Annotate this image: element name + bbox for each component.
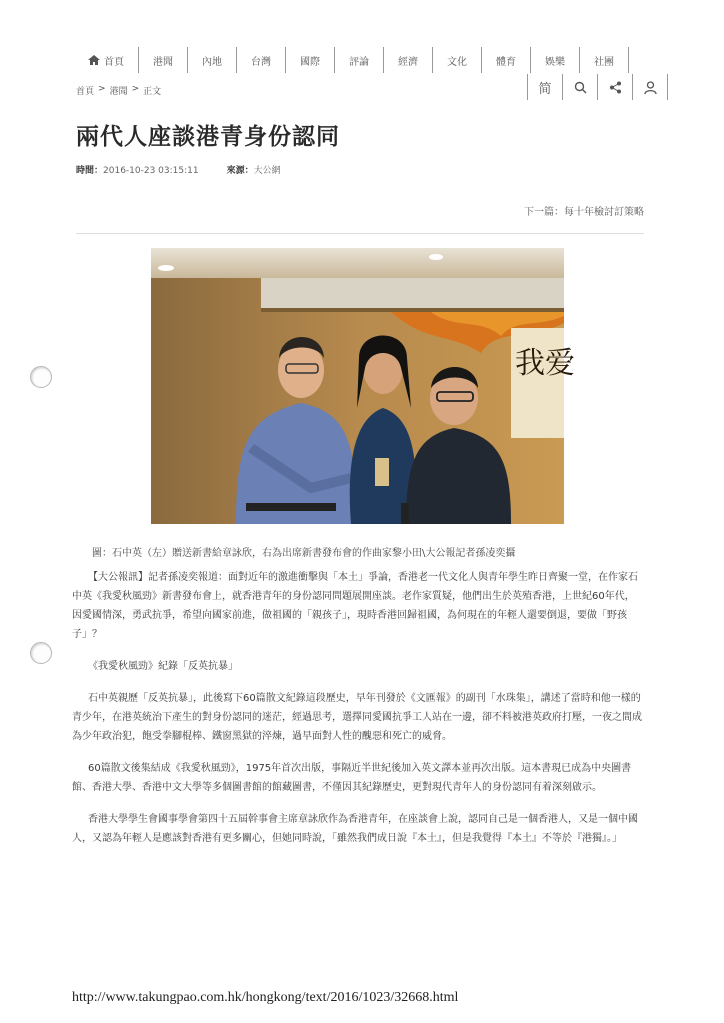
- source-label: 來源：: [226, 166, 254, 176]
- breadcrumb-current: 正文: [143, 87, 162, 97]
- source-value: 大公網: [253, 166, 281, 176]
- nav-item-label: 經濟: [398, 56, 418, 68]
- nav-item-mainland[interactable]: [188, 47, 237, 73]
- share-button[interactable]: [597, 74, 632, 100]
- time-label: 時間：: [76, 166, 104, 176]
- simplified-chinese-button[interactable]: 简: [527, 74, 562, 100]
- article-body: [72, 568, 644, 861]
- breadcrumb: [76, 84, 161, 97]
- nav-item-sports[interactable]: [482, 47, 531, 73]
- divider: [76, 233, 644, 234]
- article-source: [227, 163, 281, 176]
- article-paragraph: 【大公報訊】記者孫凌奕報道：面對近年的激進衝擊與「本土」爭論，香港老一代文化人與青年學生昨日齊聚一堂，在作家石中英《我愛秋風勁》新書發布會上，就香港青年的身份認同問題展開座談。老作家質疑，他們出生於英殖香港，上世紀60年代，因愛國情深，勇武抗爭，希望向國家前進，做祖國的「親孩子」，現時香港回歸祖國，為何現在的年輕人還要倒退，要做「野孩子」？: [72, 572, 638, 640]
- nav-item-label: 台灣: [251, 56, 271, 68]
- article-paragraph: 石中英親歷「反英抗暴」，此後寫下60篇散文紀錄這段歷史，早年刊發於《文匯報》的副刊「水珠集」，講述了當時和他一樣的青少年，在港英統治下產生的對身份認同的迷茫，經過思考，選擇同愛國抗爭工人站在一邊，卻不料被港英政府打壓，一夜之間成為少年政治犯，飽受拳腳棍棒、鐵窗黑獄的淬煉，過早面對人性的醜惡和死亡的威脅。: [72, 693, 642, 742]
- binder-hole: [30, 366, 52, 388]
- toolbar: [527, 74, 668, 100]
- article-subheading: 《我愛秋風勁》紀錄「反英抗暴」: [88, 661, 238, 672]
- main-nav: [76, 47, 629, 73]
- nav-item-culture[interactable]: [433, 47, 482, 73]
- nav-item-label: 文化: [447, 56, 467, 68]
- photo-banner-text: 我爱: [515, 346, 575, 381]
- publish-time: [76, 163, 199, 176]
- user-icon: [644, 81, 657, 94]
- time-value: 2016-10-23 03:15:11: [103, 166, 199, 176]
- photo-caption: 圖：石中英（左）贈送新書給章詠欣，右為出席新書發布會的作曲家黎小田\大公報記者孫凌奕攝: [92, 548, 516, 559]
- nav-item-label: 娛樂: [545, 56, 565, 68]
- share-icon: [609, 81, 622, 94]
- nav-item-economy[interactable]: [384, 47, 433, 73]
- breadcrumb-home[interactable]: 首頁: [76, 87, 95, 97]
- nav-item-label: 首頁: [104, 56, 124, 68]
- nav-item-entertainment[interactable]: [531, 47, 580, 73]
- nav-item-home[interactable]: [76, 47, 139, 73]
- breadcrumb-hk[interactable]: 港聞: [109, 87, 128, 97]
- nav-item-community[interactable]: [580, 47, 629, 73]
- next-article-link[interactable]: 下一篇：每十年檢討訂策略: [524, 207, 644, 218]
- home-icon: [88, 55, 100, 65]
- article-meta: [76, 163, 281, 176]
- nav-item-label: 內地: [202, 56, 222, 68]
- sub-bar: [76, 82, 668, 104]
- nav-item-label: 體育: [496, 56, 516, 68]
- search-icon: [574, 81, 587, 94]
- search-button[interactable]: [562, 74, 597, 100]
- binder-hole: [30, 642, 52, 664]
- footer-url: http://www.takungpao.com.hk/hongkong/text/2016/1023/32668.html: [72, 990, 459, 1005]
- nav-item-label: 社團: [594, 56, 614, 68]
- article-paragraph: 60篇散文後集結成《我愛秋風勁》，1975年首次出版，事隔近半世紀後加入英文譯本並再次出版。這本書現已成為中央圖書館、香港大學、香港中文大學等多個圖書館的館藏圖書，不僅因其紀錄歷史，更對現代青年人的身份認同有着深刻啟示。: [72, 763, 632, 793]
- user-button[interactable]: [632, 74, 668, 100]
- article-photo: [151, 248, 575, 524]
- breadcrumb-separator: >: [131, 84, 140, 94]
- nav-item-label: 國際: [300, 56, 320, 68]
- nav-item-international[interactable]: [286, 47, 335, 73]
- nav-item-label: 港聞: [153, 56, 173, 68]
- breadcrumb-separator: >: [98, 84, 106, 94]
- nav-item-label: 評論: [349, 56, 369, 68]
- nav-item-hk[interactable]: [139, 47, 188, 73]
- article-paragraph: 香港大學學生會國事學會第四十五屆幹事會主席章詠欣作為香港青年，在座談會上說，認同自己是一個香港人，又是一個中國人，又認為年輕人是應該對香港有更多關心，但她同時說，「雖然我們成日說『本土』，但是我覺得『本土』不等於『港獨』。」: [72, 814, 638, 844]
- nav-item-taiwan[interactable]: [237, 47, 286, 73]
- article-title: 兩代人座談港青身份認同: [76, 124, 340, 150]
- nav-item-commentary[interactable]: [335, 47, 384, 73]
